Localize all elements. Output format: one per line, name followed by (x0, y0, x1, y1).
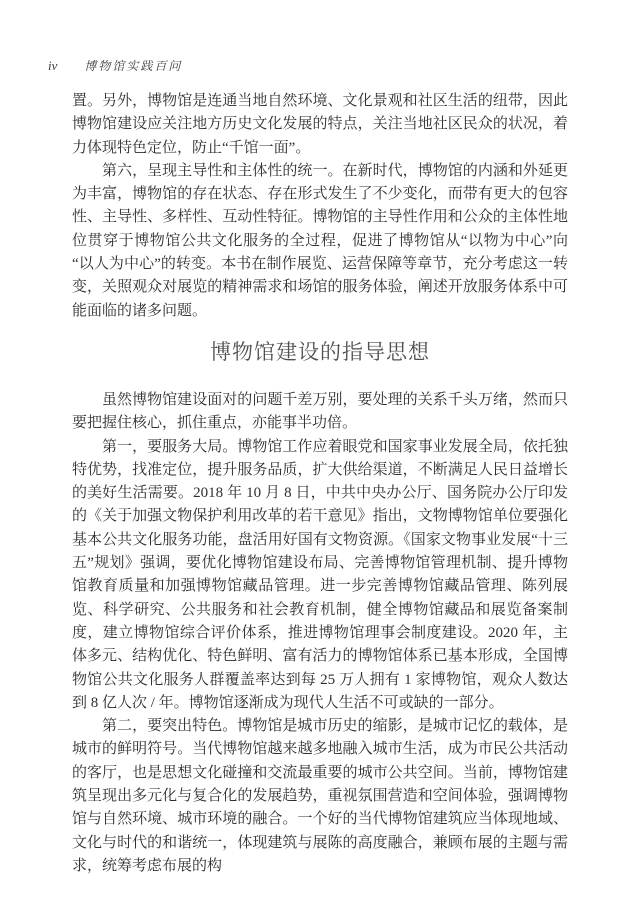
running-title: 博物馆实践百问 (84, 59, 183, 73)
page-number: iv (48, 58, 58, 73)
page-body (72, 90, 568, 878)
page-header (48, 57, 182, 74)
paragraph: 第二，要突出特色。博物馆是城市历史的缩影，是城市记忆的载体，是城市的鲜明符号。当代博物馆越来越多地融入城市生活，成为市民公共活动的客厅，也是思想文化碰撞和交流最重要的城市公共空间。当前，博物馆建筑呈现出多元化与复合化的发展趋势，重视氛围营造和空间体验，强调博物馆与自然环境、城市环境的融合。一个好的当代博物馆建筑应当体现地域、文化与时代的和谐统一，体现建筑与展陈的高度融合，兼顾布展的主题与需求，统筹考虑布展的构 (72, 718, 568, 874)
section-heading: 博物馆建设的指导思想 (210, 340, 430, 364)
paragraph: 第一，要服务大局。博物馆工作应着眼党和国家事业发展全局，依托独特优势，找准定位，提升服务品质，扩大供给渠道，不断满足人民日益增长的美好生活需要。2018 年 10 月 8 日，中共中央办公厅、国务院办公厅印发的《关于加强文物保护利用改革的若干意见》指出，文物博物馆单位要强化基本公共文化服务功能，盘活用好国有文物资源。《国家文物事业发展“十三五”规划》强调，要优化博物馆建设布局、完善博物馆管理机制、提升博物馆教育质量和加强博物馆藏品管理。进一步完善博物馆藏品管理、陈列展览、科学研究、公共服务和社会教育机制，健全博物馆藏品和展览备案制度，建立博物馆综合评价体系，推进博物馆理事会制度建设。2020 年，主体多元、结构优化、特色鲜明、富有活力的博物馆体系已基本形成，全国博物馆公共文化服务人群覆盖率达到每 25 万人拥有 1 家博物馆，观众人数达到 8 亿人次 / 年。博物馆逐渐成为现代人生活不可或缺的一部分。 (72, 438, 568, 711)
paragraph-continuation: 置。另外，博物馆是连通当地自然环境、文化景观和社区生活的纽带，因此博物馆建设应关注地方历史文化发展的特点，关注当地社区民众的状况，着力体现特色定位，防止“千馆一面”。 (72, 93, 568, 156)
paragraph: 第六，呈现主导性和主体性的统一。在新时代，博物馆的内涵和外延更为丰富，博物馆的存在状态、存在形式发生了不少变化，而带有更大的包容性、主导性、多样性、互动性特征。博物馆的主导性作用和公众的主体性地位贯穿于博物馆公共文化服务的全过程，促进了博物馆从“以物为中心”向“以人为中心”的转变。本书在制作展览、运营保障等章节，充分考虑这一转变，关照观众对展览的精神需求和场馆的服务体验，阐述开放服务体系中可能面临的诸多问题。 (72, 162, 568, 319)
paragraph: 虽然博物馆建设面对的问题千差万别，要处理的关系千头万绪，然而只要把握住核心，抓住重点，亦能事半功倍。 (72, 391, 568, 432)
